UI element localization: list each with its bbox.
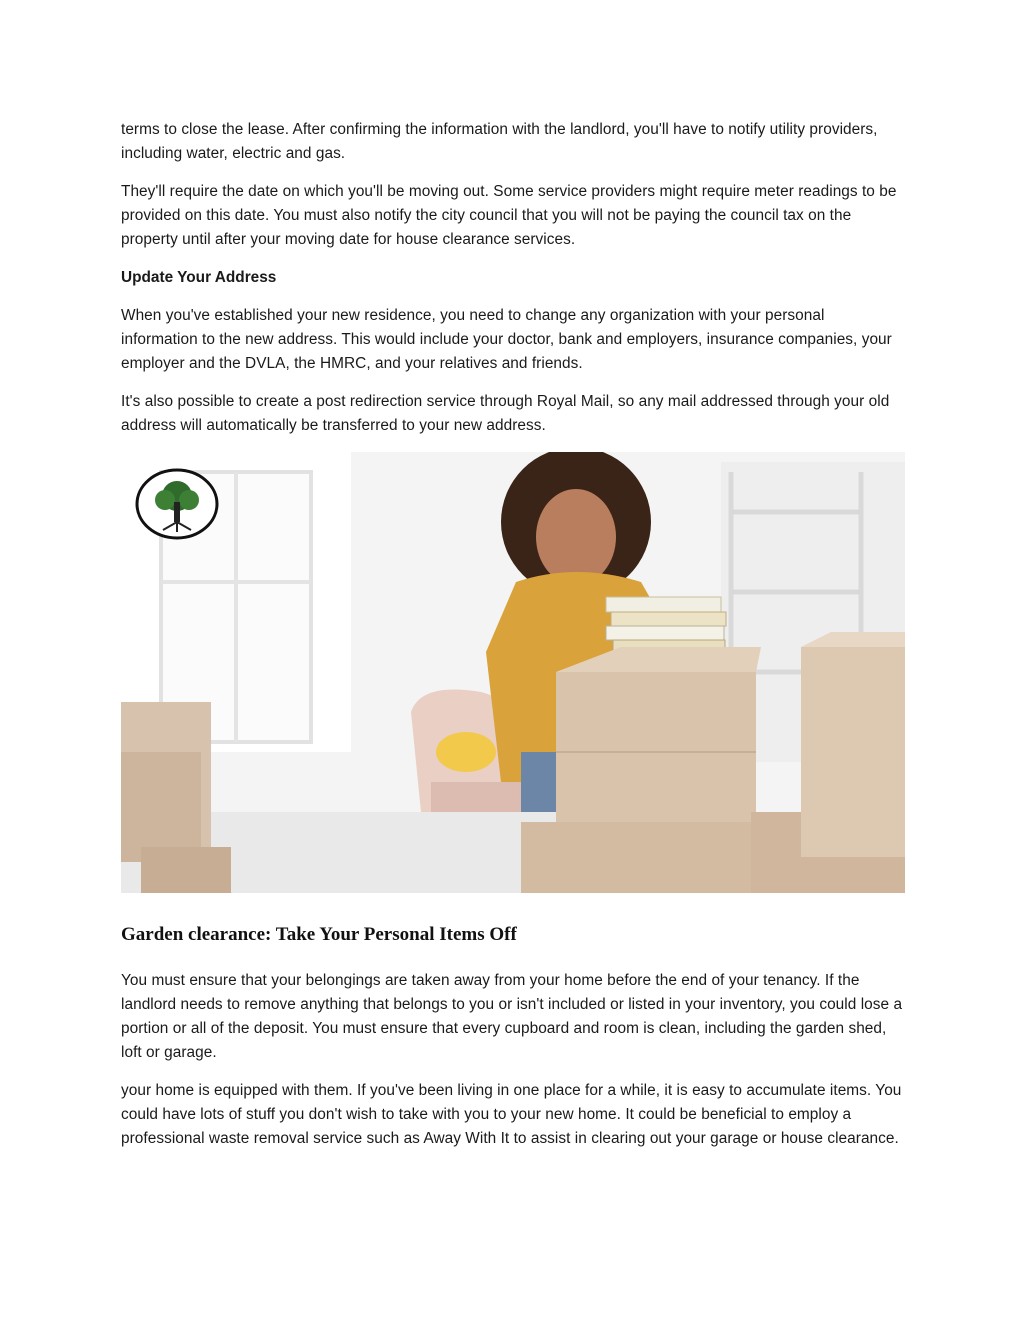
paragraph-moving-date: They'll require the date on which you'll be moving out. Some service providers might require meter readings to be provided on this date. You must also notify the city council that you will not be paying the council tax on the property until after your moving date for house clearance services. (121, 183, 897, 248)
paragraph-new-residence: When you've established your new residence, you need to change any organization with your personal information to the new address. This would include your doctor, bank and employers, insurance companies, your employer and the DVLA, the HMRC, and your relatives and friends. (121, 307, 892, 372)
clearthelot-logo (127, 460, 231, 544)
paragraph-belongings: You must ensure that your belongings are taken away from your home before the end of your tenancy. If the landlord needs to remove anything that belongs to you or isn't included or listed in your inventory, you could lose a portion or all of the deposit. You must ensure that every cupboard and room is clean, including the garden shed, loft or garage. (121, 972, 903, 1061)
tree-logo-icon (127, 460, 231, 544)
garden-clearance-heading: Garden clearance: Take Your Personal Items Off (121, 924, 517, 945)
moving-photo (121, 452, 905, 893)
paragraph-accumulate-items: your home is equipped with them. If you've been living in one place for a while, it is easy to accumulate items. You could have lots of stuff you don't wish to take with you to your new home. It could be beneficial to employ a professional waste removal service such as Away With It to assist in clearing out your garage or house clearance. (121, 1082, 902, 1147)
update-address-heading: Update Your Address (121, 269, 277, 286)
document-page (121, 118, 905, 1165)
moving-photo-illustration (121, 452, 905, 893)
paragraph-lease-utilities: terms to close the lease. After confirming the information with the landlord, you'll have to notify utility providers, including water, electric and gas. (121, 121, 878, 162)
paragraph-post-redirection: It's also possible to create a post redirection service through Royal Mail, so any mail addressed through your old address will automatically be transferred to your new address. (121, 393, 890, 434)
